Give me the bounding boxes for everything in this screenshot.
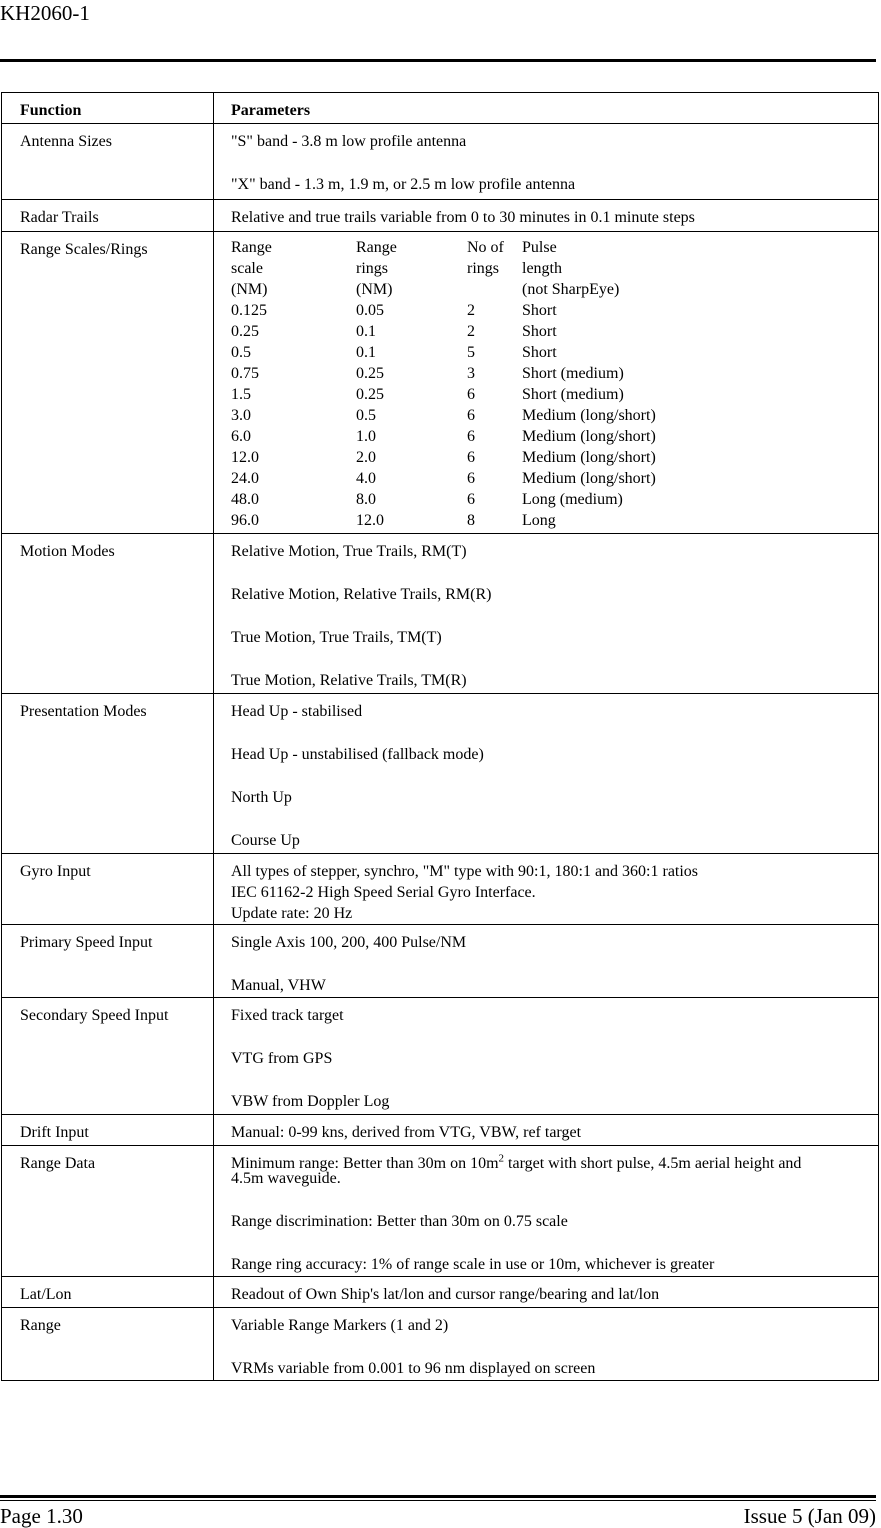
grid-cell bbox=[467, 279, 522, 300]
grid-cell: 8 bbox=[467, 512, 475, 529]
param-line: True Motion, True Trails, TM(T) bbox=[231, 629, 442, 646]
param-line: Manual: 0-99 kns, derived from VTG, VBW, ref target bbox=[231, 1124, 582, 1141]
grid-cell: 3 bbox=[467, 365, 475, 382]
grid-data-row bbox=[231, 447, 656, 468]
grid-cell: rings bbox=[467, 260, 499, 277]
grid-cell: 3.0 bbox=[231, 407, 251, 424]
grid-cell: 12.0 bbox=[356, 512, 384, 529]
grid-cell: 6 bbox=[467, 407, 475, 424]
specification-table bbox=[1, 92, 879, 1381]
range-scale-grid bbox=[231, 237, 656, 531]
grid-cell: 0.25 bbox=[356, 365, 384, 382]
grid-cell: Medium (long/short) bbox=[522, 428, 656, 445]
row-function: Motion Modes bbox=[2, 534, 214, 694]
grid-data-row bbox=[231, 510, 656, 531]
superscript: 2 bbox=[498, 1152, 505, 1165]
grid-data-row bbox=[231, 321, 656, 342]
row-parameters bbox=[214, 1277, 879, 1308]
grid-data-row bbox=[231, 342, 656, 363]
table-row bbox=[2, 1115, 879, 1146]
row-function: Range bbox=[2, 1308, 214, 1381]
document-id: KH2060-1 bbox=[0, 1, 90, 25]
param-line: All types of stepper, synchro, "M" type with 90:1, 180:1 and 360:1 ratios bbox=[231, 863, 699, 880]
grid-cell: 1.0 bbox=[356, 428, 376, 445]
param-line: "X" band - 1.3 m, 1.9 m, or 2.5 m low profile antenna bbox=[231, 176, 576, 193]
header-parameters: Parameters bbox=[214, 93, 879, 124]
row-function: Radar Trails bbox=[2, 200, 214, 232]
grid-cell: Long bbox=[522, 512, 556, 529]
row-function: Secondary Speed Input bbox=[2, 998, 214, 1115]
grid-cell: 6.0 bbox=[231, 428, 251, 445]
page-number: Page 1.30 bbox=[0, 1504, 83, 1528]
grid-data-row bbox=[231, 300, 656, 321]
grid-cell: 1.5 bbox=[231, 386, 251, 403]
row-function: Presentation Modes bbox=[2, 694, 214, 854]
table-row bbox=[2, 124, 879, 200]
grid-cell: 8.0 bbox=[356, 491, 376, 508]
grid-data-row bbox=[231, 405, 656, 426]
param-line: Fixed track target bbox=[231, 1007, 344, 1024]
row-function: Range Scales/Rings bbox=[2, 232, 214, 534]
param-line: VTG from GPS bbox=[231, 1050, 333, 1067]
table-row bbox=[2, 854, 879, 925]
param-line: 4.5m waveguide. bbox=[231, 1170, 341, 1187]
table-row bbox=[2, 232, 879, 534]
row-function: Antenna Sizes bbox=[2, 124, 214, 200]
row-parameters bbox=[214, 534, 879, 694]
min-range-text-cont: target with short pulse, 4.5m aerial height and bbox=[504, 1155, 802, 1172]
param-line: IEC 61162-2 High Speed Serial Gyro Interface. bbox=[231, 884, 536, 901]
table-row bbox=[2, 694, 879, 854]
grid-cell: 6 bbox=[467, 428, 475, 445]
param-line: Range discrimination: Better than 30m on 0.75 scale bbox=[231, 1213, 568, 1230]
grid-header-row bbox=[231, 258, 656, 279]
param-line: Head Up - unstabilised (fallback mode) bbox=[231, 746, 484, 763]
grid-cell: 48.0 bbox=[231, 491, 259, 508]
row-function: Drift Input bbox=[2, 1115, 214, 1146]
grid-cell: Short bbox=[522, 344, 557, 361]
grid-cell: 2 bbox=[467, 323, 475, 340]
grid-cell: 6 bbox=[467, 491, 475, 508]
grid-cell: 5 bbox=[467, 344, 475, 361]
grid-data-row bbox=[231, 468, 656, 489]
row-parameters bbox=[214, 998, 879, 1115]
grid-cell: 96.0 bbox=[231, 512, 259, 529]
footer-rule-thin bbox=[0, 1500, 876, 1501]
grid-cell: 6 bbox=[467, 449, 475, 466]
param-line: Variable Range Markers (1 and 2) bbox=[231, 1317, 449, 1334]
param-line: Readout of Own Ship's lat/lon and cursor range/bearing and lat/lon bbox=[231, 1286, 660, 1303]
row-function: Range Data bbox=[2, 1146, 214, 1277]
footer-rule bbox=[0, 1495, 876, 1498]
param-line: Relative Motion, True Trails, RM(T) bbox=[231, 543, 467, 560]
grid-cell: scale bbox=[231, 260, 263, 277]
row-parameters bbox=[214, 232, 879, 534]
grid-cell: 0.5 bbox=[356, 407, 376, 424]
grid-cell: Range bbox=[356, 239, 397, 256]
param-line: VBW from Doppler Log bbox=[231, 1093, 390, 1110]
grid-cell: 0.25 bbox=[231, 323, 259, 340]
grid-cell: length bbox=[522, 260, 562, 277]
grid-cell: 4.0 bbox=[356, 470, 376, 487]
row-parameters bbox=[214, 694, 879, 854]
param-line: Relative Motion, Relative Trails, RM(R) bbox=[231, 586, 492, 603]
grid-header-row bbox=[231, 237, 656, 258]
grid-cell: 2.0 bbox=[356, 449, 376, 466]
grid-cell: 2 bbox=[467, 302, 475, 319]
row-function: Gyro Input bbox=[2, 854, 214, 925]
row-parameters bbox=[214, 854, 879, 925]
min-range-text: Minimum range: Better than 30m on 10m bbox=[231, 1155, 499, 1172]
grid-cell: (not SharpEye) bbox=[522, 281, 620, 298]
row-parameters bbox=[214, 124, 879, 200]
param-line: Head Up - stabilised bbox=[231, 703, 363, 720]
row-parameters bbox=[214, 1146, 879, 1277]
param-line: Course Up bbox=[231, 832, 300, 849]
grid-cell: 24.0 bbox=[231, 470, 259, 487]
grid-cell: Short bbox=[522, 323, 557, 340]
param-line: Single Axis 100, 200, 400 Pulse/NM bbox=[231, 934, 467, 951]
grid-cell: 6 bbox=[467, 470, 475, 487]
row-parameters bbox=[214, 200, 879, 232]
param-line: North Up bbox=[231, 789, 292, 806]
row-parameters bbox=[214, 1115, 879, 1146]
grid-cell: No of bbox=[467, 239, 504, 256]
grid-cell: Medium (long/short) bbox=[522, 407, 656, 424]
grid-cell: Long (medium) bbox=[522, 491, 623, 508]
grid-data-row bbox=[231, 363, 656, 384]
param-line: Update rate: 20 Hz bbox=[231, 905, 353, 922]
grid-cell: 0.05 bbox=[356, 302, 384, 319]
grid-cell: 0.1 bbox=[356, 344, 376, 361]
grid-cell: Short bbox=[522, 302, 557, 319]
grid-data-row bbox=[231, 489, 656, 510]
table-row bbox=[2, 1277, 879, 1308]
grid-cell: 0.25 bbox=[356, 386, 384, 403]
param-line: True Motion, Relative Trails, TM(R) bbox=[231, 672, 467, 689]
grid-cell: (NM) bbox=[231, 281, 268, 298]
row-parameters bbox=[214, 925, 879, 998]
table-row bbox=[2, 534, 879, 694]
param-line: Range ring accuracy: 1% of range scale in use or 10m, whichever is greater bbox=[231, 1256, 715, 1273]
table-row bbox=[2, 925, 879, 998]
grid-cell: Medium (long/short) bbox=[522, 449, 656, 466]
grid-cell: Medium (long/short) bbox=[522, 470, 656, 487]
header-rule bbox=[0, 59, 876, 62]
param-line: Manual, VHW bbox=[231, 977, 326, 994]
row-function: Primary Speed Input bbox=[2, 925, 214, 998]
grid-cell: Short (medium) bbox=[522, 365, 624, 382]
grid-header-row bbox=[231, 279, 656, 300]
grid-cell: 0.1 bbox=[356, 323, 376, 340]
table-row bbox=[2, 200, 879, 232]
grid-cell: Short (medium) bbox=[522, 386, 624, 403]
grid-cell: 0.75 bbox=[231, 365, 259, 382]
grid-cell: 0.5 bbox=[231, 344, 251, 361]
grid-cell: (NM) bbox=[356, 281, 393, 298]
param-line: VRMs variable from 0.001 to 96 nm displayed on screen bbox=[231, 1360, 596, 1377]
table-row bbox=[2, 998, 879, 1115]
param-line: Relative and true trails variable from 0 to 30 minutes in 0.1 minute steps bbox=[231, 209, 695, 226]
grid-cell: Range bbox=[231, 239, 272, 256]
grid-cell: Pulse bbox=[522, 239, 557, 256]
grid-cell: rings bbox=[356, 260, 388, 277]
row-function: Lat/Lon bbox=[2, 1277, 214, 1308]
grid-cell: 12.0 bbox=[231, 449, 259, 466]
issue-label: Issue 5 (Jan 09) bbox=[743, 1504, 876, 1528]
param-line: "S" band - 3.8 m low profile antenna bbox=[231, 133, 467, 150]
grid-cell: 0.125 bbox=[231, 302, 267, 319]
table-header-row bbox=[2, 93, 879, 124]
row-parameters bbox=[214, 1308, 879, 1381]
grid-cell: 6 bbox=[467, 386, 475, 403]
header-function: Function bbox=[2, 93, 214, 124]
table-row bbox=[2, 1146, 879, 1277]
table-row bbox=[2, 1308, 879, 1381]
grid-data-row bbox=[231, 384, 656, 405]
grid-data-row bbox=[231, 426, 656, 447]
